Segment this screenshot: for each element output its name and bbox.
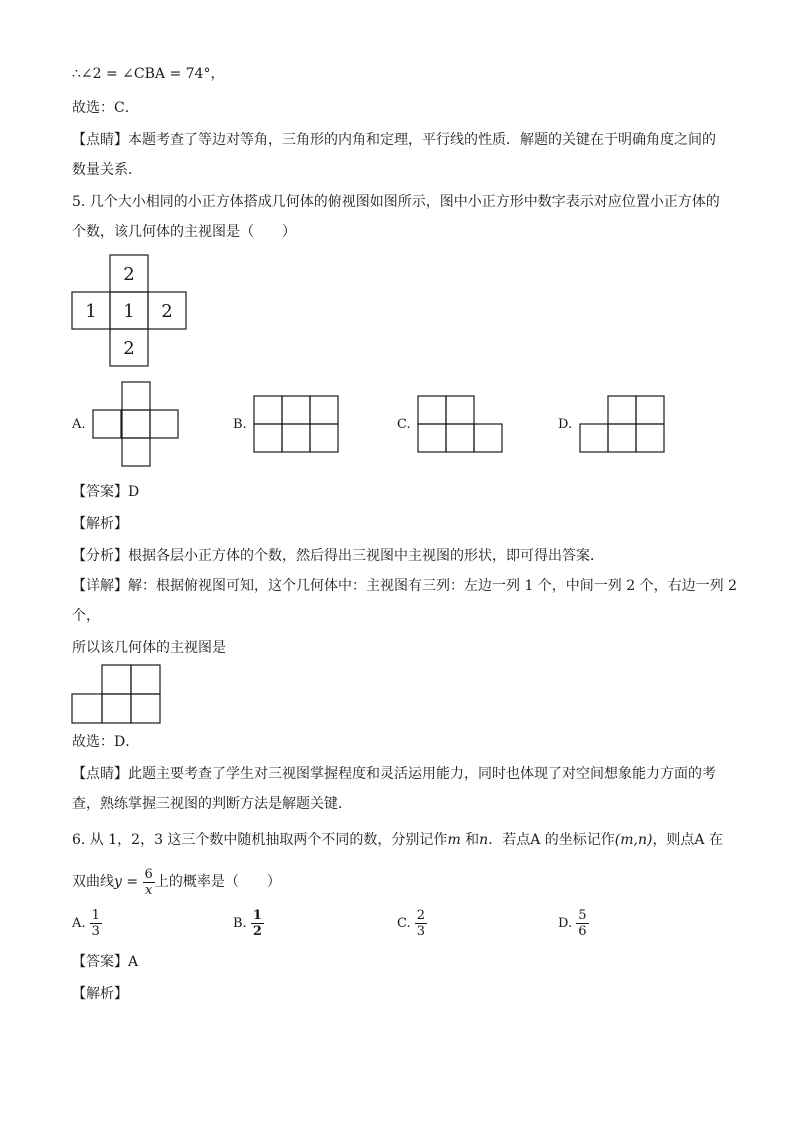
var-m: m	[447, 832, 461, 848]
q6-text: 双曲线	[72, 874, 114, 890]
question-6-text	[72, 862, 281, 902]
option-d: D. $\frac{5}{6}$	[558, 908, 587, 939]
option-d-label: D.	[558, 417, 573, 432]
solution-front-view	[72, 665, 162, 725]
analysis-text: 【分析】根据各层小正方体的个数，然后得出三视图中主视图的形状，即可得出答案．	[72, 548, 604, 564]
top-view-number: 2	[123, 338, 135, 359]
coordinate: (m,n)	[614, 832, 653, 848]
top-view-number: 1	[85, 301, 97, 322]
option-a-fraction: $\frac{1}{3}$	[91, 908, 100, 939]
option-b-fraction: $\frac{1}{2}$	[252, 908, 262, 939]
option-a-figure	[93, 382, 179, 466]
q6-text: ，则点A 在	[652, 832, 723, 848]
option-a: A. $\frac{1}{3}$	[72, 908, 100, 939]
q6-text: 上的概率是（ ）	[154, 874, 281, 890]
detail-text: 所以该几何体的主视图是	[72, 640, 226, 656]
top-view-number: 1	[123, 301, 135, 322]
detail-text: 【详解】解：根据俯视图可知，这个几何体中：主视图有三列：左边一列 1 个，中间一列 2 个，右边一列 2	[72, 578, 737, 594]
fraction: $\frac{6}{x}$	[144, 866, 153, 898]
top-view-number: 2	[161, 301, 173, 322]
option-b-figure	[254, 396, 340, 454]
text-line: 故选：C．	[72, 100, 139, 116]
var-n: n	[479, 832, 489, 848]
question-5-text: 5. 几个大小相同的小正方体搭成几何体的俯视图如图所示，图中小正方形中数字表示对应位置小正方体的	[72, 194, 720, 210]
answer-line: 【答案】D	[72, 484, 140, 500]
comment-text: 【点睛】此题主要考查了学生对三视图掌握程度和灵活运用能力，同时也体现了对空间想象能力方面的考	[72, 766, 716, 782]
q6-text: 和	[460, 832, 480, 848]
q6-text: 6. 从 1，2，3 这三个数中随机抽取两个不同的数，分别记作	[72, 832, 448, 848]
detail-text: 个，	[72, 608, 100, 624]
option-b-label: B.	[233, 417, 247, 432]
q6-text: ．若点A 的坐标记作	[488, 832, 615, 848]
text-line: 故选：D．	[72, 734, 140, 750]
text-line: 数量关系．	[72, 162, 142, 178]
option-c-fraction: $\frac{2}{3}$	[416, 908, 426, 939]
option-b: B. $\frac{1}{2}$	[233, 908, 262, 939]
question-6-text	[72, 830, 723, 850]
option-c: C. $\frac{2}{3}$	[397, 908, 426, 939]
text-line: 【点睛】本题考查了等边对等角，三角形的内角和定理，平行线的性质．解题的关键在于明确角度之间的	[72, 132, 716, 148]
comment-text: 查，熟练掌握三视图的判断方法是解题关键．	[72, 796, 352, 812]
option-a-label: A.	[72, 417, 86, 432]
text-line: ∴∠2 = ∠CBA = 74°，	[72, 66, 225, 82]
option-c-label: C.	[397, 417, 411, 432]
option-c-figure	[418, 396, 504, 454]
option-d-figure	[580, 396, 666, 454]
equation: y =	[114, 874, 139, 890]
top-view-number: 2	[123, 264, 135, 285]
option-d-fraction: $\frac{5}{6}$	[578, 908, 587, 939]
top-view-diagram	[72, 255, 187, 367]
question-5-text: 个数，该几何体的主视图是（ ）	[72, 224, 296, 240]
analysis-heading: 【解析】	[72, 516, 128, 532]
analysis-heading: 【解析】	[72, 986, 128, 1002]
answer-line: 【答案】A	[72, 954, 139, 970]
